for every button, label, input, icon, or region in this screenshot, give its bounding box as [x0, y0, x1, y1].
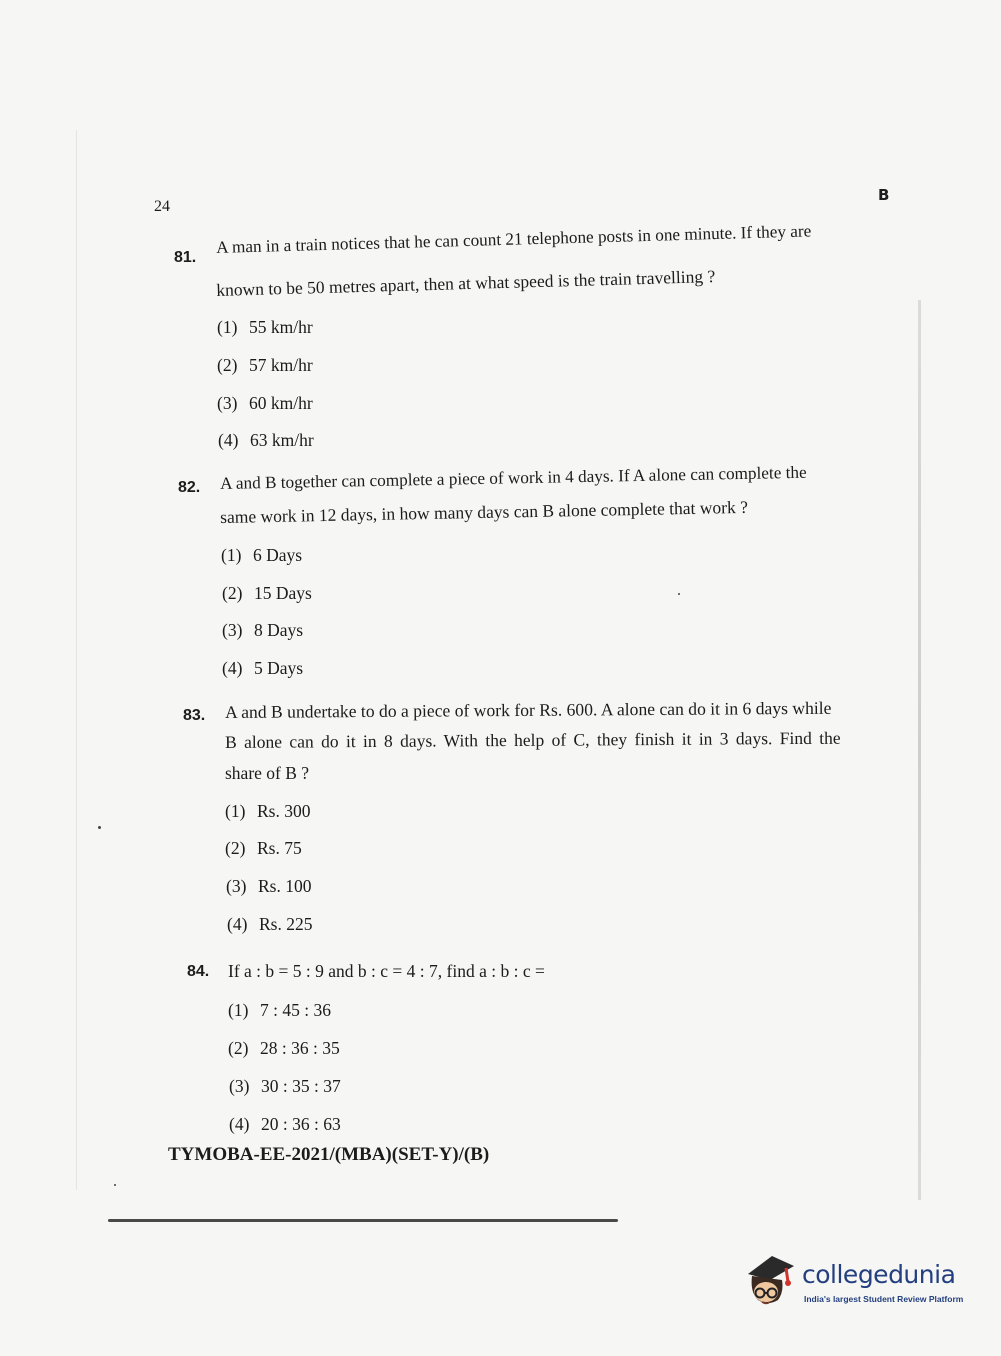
option-2 [225, 838, 302, 859]
option-4 [229, 1114, 341, 1135]
option-text: 20 : 36 : 63 [261, 1114, 341, 1134]
option-number: (1) [221, 545, 242, 565]
option-number: (2) [225, 838, 246, 858]
question-text-line: known to be 50 metres apart, then at what speed is the train travelling ? [216, 266, 716, 300]
option-text: 57 km/hr [249, 355, 313, 375]
option-1 [221, 545, 302, 566]
scan-edge-shadow [918, 300, 921, 1200]
option-number: (4) [229, 1114, 250, 1134]
option-text: Rs. 225 [259, 914, 313, 934]
option-number: (3) [217, 393, 238, 413]
question-text-line: B alone can do it in 8 days. With the help of C, they finish it in 3 days. Find the [225, 727, 841, 752]
option-number: (1) [228, 1000, 249, 1020]
option-text: 28 : 36 : 35 [260, 1038, 340, 1058]
option-text: 30 : 35 : 37 [261, 1076, 341, 1096]
option-number: (4) [227, 914, 248, 934]
question-text-line: share of B ? [225, 763, 310, 783]
collegedunia-mascot-icon [742, 1252, 802, 1310]
option-text: Rs. 100 [258, 876, 312, 896]
option-3 [226, 876, 311, 897]
option-text: 63 km/hr [250, 430, 314, 450]
option-2 [217, 355, 313, 376]
option-number: (2) [222, 583, 243, 603]
scan-speck [98, 826, 101, 829]
option-1 [217, 317, 313, 338]
question-text-line: A and B together can complete a piece of work in 4 days. If A alone can complete the [220, 462, 807, 493]
option-number: (3) [222, 620, 243, 640]
option-1 [228, 1000, 331, 1021]
question-number: 83. [183, 707, 206, 724]
question-text-line: If a : b = 5 : 9 and b : c = 4 : 7, find a : b : c = [228, 961, 545, 981]
option-number: (4) [222, 658, 243, 678]
option-text: 55 km/hr [249, 317, 313, 337]
option-3 [217, 393, 313, 414]
option-3 [222, 620, 303, 641]
option-number: (3) [229, 1076, 250, 1096]
scan-speck [678, 593, 680, 595]
question-text-line: same work in 12 days, in how many days can B alone complete that work ? [220, 496, 749, 527]
option-1 [225, 801, 310, 822]
option-text: 6 Days [253, 545, 303, 565]
bottom-rule [108, 1219, 618, 1222]
question-text-line: A man in a train notices that he can count 21 telephone posts in one minute. If they are [216, 221, 812, 257]
scan-speck [114, 1184, 116, 1186]
option-text: 15 Days [254, 583, 312, 603]
option-2 [222, 583, 312, 604]
option-text: 7 : 45 : 36 [260, 1000, 331, 1020]
option-4 [227, 914, 312, 935]
question-number: 84. [187, 963, 210, 980]
option-number: (4) [218, 430, 239, 450]
paper-code-footer: TYMOBA-EE-2021/(MBA)(SET-Y)/(B) [168, 1144, 490, 1165]
scan-margin-line [76, 130, 77, 1190]
question-number: 81. [174, 249, 197, 266]
option-2 [228, 1038, 340, 1059]
collegedunia-brand [742, 1252, 972, 1312]
option-text: 60 km/hr [249, 393, 313, 413]
option-3 [229, 1076, 341, 1097]
option-number: (2) [217, 355, 238, 375]
question-text-line: A and B undertake to do a piece of work for Rs. 600. A alone can do it in 6 days while [225, 697, 832, 722]
option-4 [222, 658, 303, 679]
option-4 [218, 430, 314, 451]
brand-name: collegedunia [802, 1260, 956, 1289]
option-number: (3) [226, 876, 247, 896]
option-number: (1) [225, 801, 246, 821]
option-number: (2) [228, 1038, 249, 1058]
option-text: 8 Days [254, 620, 304, 640]
question-number: 82. [178, 479, 201, 496]
page-number: 24 [154, 198, 170, 215]
option-text: Rs. 75 [257, 838, 302, 858]
set-letter: B [878, 186, 890, 204]
option-number: (1) [217, 317, 238, 337]
option-text: Rs. 300 [257, 801, 311, 821]
brand-tagline: India's largest Student Review Platform [804, 1294, 964, 1304]
option-text: 5 Days [254, 658, 304, 678]
